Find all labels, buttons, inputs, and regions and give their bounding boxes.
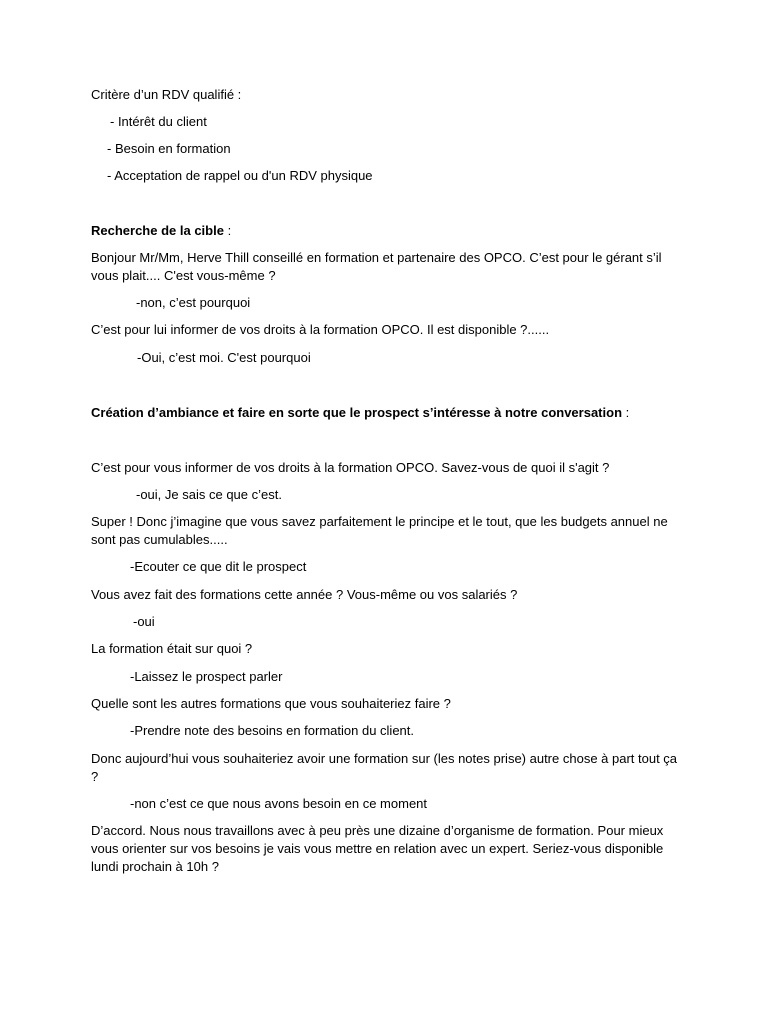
ambiance-reply: -non c’est ce que nous avons besoin en ce moment	[130, 796, 428, 811]
ambiance-reply: -Laissez le prospect parler	[130, 669, 283, 684]
ambiance-reply: -Ecouter ce que dit le prospect	[130, 559, 307, 574]
ambiance-line: C’est pour vous informer de vos droits à la formation OPCO. Savez-vous de quoi il s'agit ?	[91, 460, 610, 475]
criteria-heading: Critère d’un RDV qualifié :	[91, 87, 242, 102]
ambiance-reply: -oui	[133, 614, 155, 629]
ambiance-line: Vous avez fait des formations cette année ? Vous-même ou vos salariés ?	[91, 587, 518, 602]
target-reply: -non, c’est pourquoi	[136, 295, 251, 310]
target-heading-suffix: :	[223, 223, 232, 238]
ambiance-line: Quelle sont les autres formations que vous souhaiteriez faire ?	[91, 696, 451, 711]
ambiance-heading-suffix: :	[622, 405, 630, 420]
target-heading: Recherche de la cible	[91, 223, 224, 238]
ambiance-line: Super ! Donc j’imagine que vous savez parfaitement le principe et le tout, que les budgets annuel ne sont pas cumulables.....	[91, 514, 668, 547]
target-heading-line	[91, 222, 681, 240]
ambiance-heading: Création d’ambiance et faire en sorte que le prospect s’intéresse à notre conversation	[91, 405, 623, 420]
ambiance-reply: -oui, Je sais ce que c’est.	[136, 487, 282, 502]
target-reply: -Oui, c’est moi. C'est pourquoi	[137, 350, 311, 365]
ambiance-line: D’accord. Nous nous travaillons avec à peu près une dizaine d’organisme de formation. Pour mieux vous orienter sur vos besoins je vais vous mettre en relation avec un expert. Seriez-vous disponible lundi prochain à 10h ?	[91, 823, 664, 874]
ambiance-reply: -Prendre note des besoins en formation du client.	[130, 723, 415, 738]
criteria-item: - Acceptation de rappel ou d'un RDV physique	[107, 168, 373, 183]
ambiance-line: Donc aujourd’hui vous souhaiteriez avoir une formation sur (les notes prise) autre chose à part tout ça ?	[91, 751, 678, 784]
target-line: C’est pour lui informer de vos droits à la formation OPCO. Il est disponible ?......	[91, 322, 550, 337]
criteria-item: - Besoin en formation	[107, 141, 231, 156]
ambiance-line: La formation était sur quoi ?	[91, 641, 253, 656]
target-intro: Bonjour Mr/Mm, Herve Thill conseillé en formation et partenaire des OPCO. C’est pour le gérant s’il vous plait.... C'est vous-même ?	[91, 250, 662, 283]
ambiance-heading-line	[91, 404, 681, 422]
criteria-item: - Intérêt du client	[110, 114, 207, 129]
